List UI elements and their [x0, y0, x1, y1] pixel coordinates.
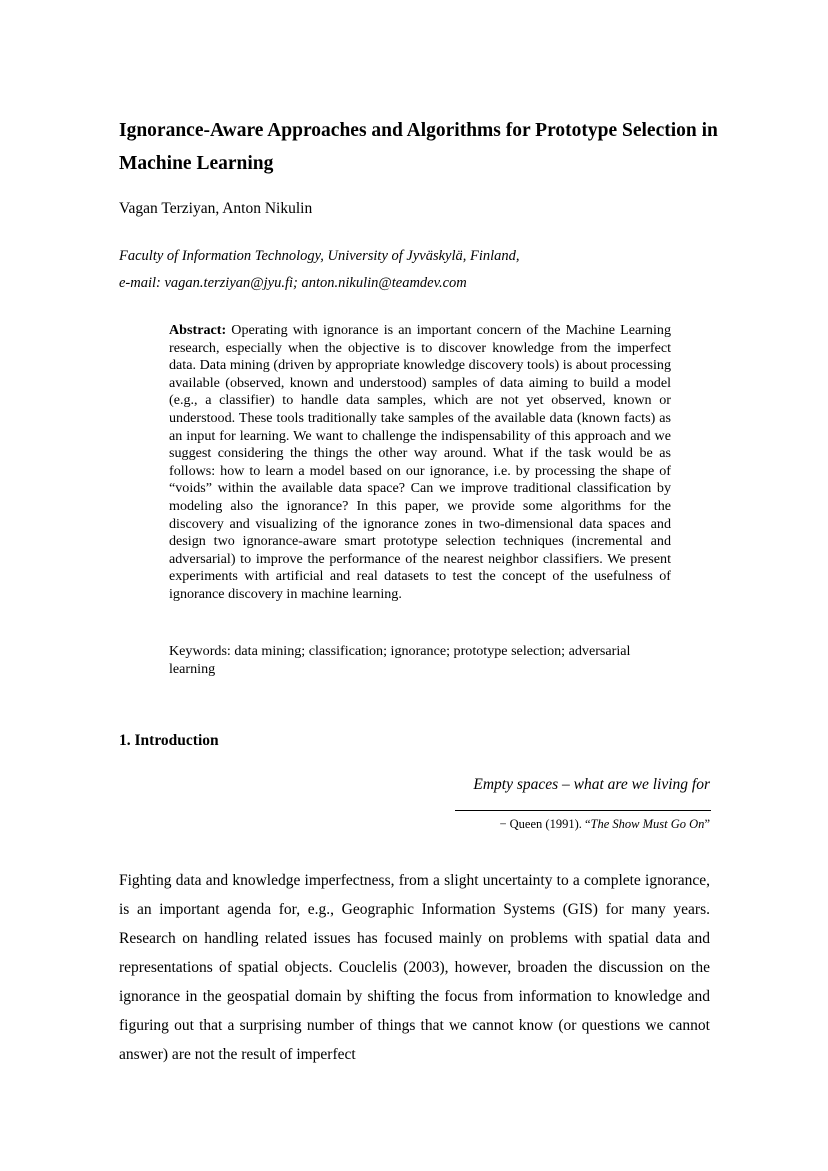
- epigraph-divider: [455, 810, 711, 811]
- intro-paragraph: Fighting data and knowledge imperfectness, from a slight uncertainty to a complete ignorance, is an important agenda for, e.g., Geographic Information Systems (GIS) for many years. Research on handling related issues has focused mainly on problems with spatial data and representations of spatial objects. Couclelis (2003), however, broaden the discussion on the ignorance in the geospatial domain by shifting the focus from information to knowledge and figuring out that a surprising number of things that we cannot know (or questions we cannot answer) are not the result of imperfect: [119, 872, 710, 1063]
- paper-title: Ignorance-Aware Approaches and Algorithms for Prototype Selection in Machine Learning: [119, 120, 718, 174]
- author-list: Vagan Terziyan, Anton Nikulin: [119, 200, 313, 217]
- abstract-text: Operating with ignorance is an important concern of the Machine Learning research, especially when the objective is to discover knowledge from the imperfect data. Data mining (driven by appropriate knowledge discovery tools) is about processing available (observed, known and understood) samples of data aiming to build a model (e.g., a classifier) to handle data samples, which are not yet observed, known or understood. These tools traditionally take samples of the available data (known facts) as an input for learning. We want to challenge the indispensability of this approach and we suggest considering the things the other way around. What if the task would be as follows: how to learn a model based on our ignorance, i.e. by processing the shape of “voids” within the available data space? Can we improve traditional classification by modeling also the ignorance? In this paper, we provide some algorithms for the discovery and visualizing of the ignorance zones in two-dimensional data spaces and design two ignorance-aware smart prototype selection techniques (incremental and adversarial) to improve the performance of the nearest neighbor classifiers. We present experiments with artificial and real datasets to test the concept of the usefulness of ignorance discovery in machine learning.: [169, 322, 671, 602]
- epigraph-quote: Empty spaces – what are we living for: [473, 776, 710, 793]
- email-line: e-mail: vagan.terziyan@jyu.fi; anton.nikulin@teamdev.com: [119, 275, 467, 291]
- abstract: [169, 322, 671, 604]
- epigraph-source-title: The Show Must Go On: [590, 817, 705, 831]
- keywords: Keywords: data mining; classification; ignorance; prototype selection; adversarial learning: [169, 643, 631, 677]
- abstract-label: Abstract:: [169, 322, 227, 338]
- section-heading: 1. Introduction: [119, 732, 219, 749]
- epigraph-source: [380, 817, 710, 832]
- affiliation-block: [119, 243, 520, 297]
- epigraph-source-prefix: − Queen (1991). “: [499, 817, 591, 831]
- epigraph-source-suffix: ”: [704, 817, 710, 831]
- affiliation: Faculty of Information Technology, University of Jyväskylä, Finland,: [119, 248, 520, 264]
